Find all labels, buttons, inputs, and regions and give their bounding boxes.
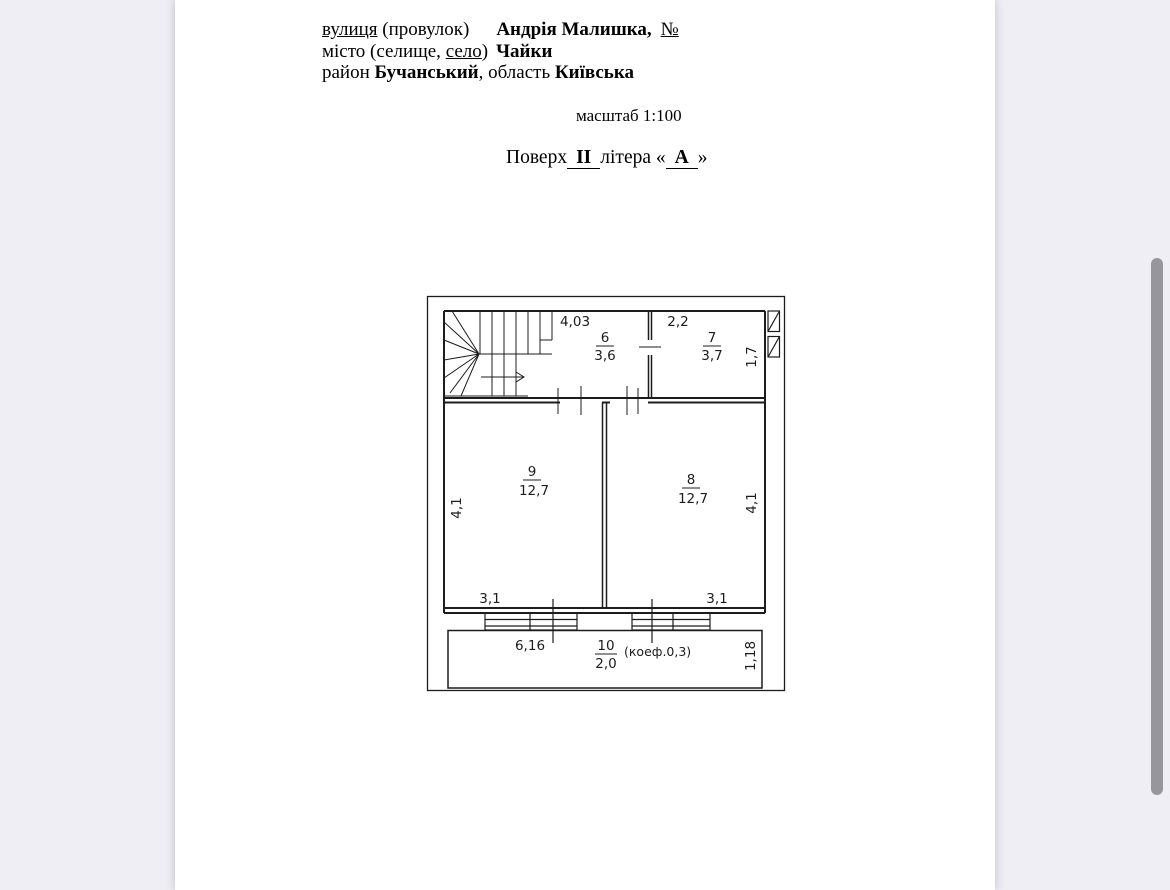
floor-middle: літера « — [600, 147, 666, 168]
floor-letter-line — [506, 147, 707, 169]
room-10-coefficient: (коеф.0,3) — [624, 644, 692, 659]
dim-2-2: 2,2 — [667, 314, 689, 330]
street-comma: , — [646, 19, 652, 40]
room-10-area: 2,0 — [595, 656, 617, 672]
dim-3-1-right: 3,1 — [706, 591, 728, 607]
door-ticks-mid-wall — [558, 386, 638, 415]
room-7-number: 7 — [707, 330, 717, 346]
dim-1-18: 1,18 — [743, 640, 759, 672]
floor-suffix: » — [697, 147, 708, 168]
dim-4-1-left: 4,1 — [449, 497, 465, 519]
city-label: місто (селище, — [322, 40, 446, 62]
floor-plan-drawing — [420, 288, 790, 695]
room-6-area: 3,6 — [594, 348, 616, 364]
stair-winder-rays — [444, 311, 479, 396]
floor-prefix: Поверх — [506, 147, 568, 168]
street-label: вулиця — [322, 19, 378, 40]
partition-9-8 — [603, 403, 607, 609]
room-9-number: 9 — [527, 464, 537, 480]
dim-4-1-right: 4,1 — [744, 492, 760, 514]
room-8-area: 12,7 — [677, 491, 709, 507]
stair-upper-steps — [480, 311, 552, 354]
vent-shaft-1-diagonal — [768, 311, 780, 332]
dim-1-7: 1,7 — [744, 346, 760, 368]
room-7-area: 3,7 — [701, 348, 723, 364]
region-value: Київська — [554, 62, 635, 83]
dim-4-03: 4,03 — [559, 314, 591, 330]
region-label: , область — [478, 62, 555, 83]
room-10-number: 10 — [597, 638, 615, 654]
staircase — [444, 311, 552, 396]
room-6-number: 6 — [600, 330, 610, 346]
floor-value: II — [567, 147, 600, 169]
dim-6-16: 6,16 — [514, 638, 546, 654]
document-page — [175, 0, 995, 890]
window-left — [485, 613, 577, 630]
stair-lower-steps — [492, 354, 516, 396]
district-label: район — [322, 62, 375, 83]
partition-6-7 — [649, 311, 652, 398]
room-9-area: 12,7 — [518, 483, 550, 499]
city-value: Чайки — [496, 40, 553, 62]
scale-text: масштаб 1:100 — [576, 106, 682, 125]
address-line-street — [322, 19, 679, 41]
street-label-rest: (провулок) — [377, 19, 470, 40]
address-block — [322, 19, 679, 84]
stair-direction-arrow — [481, 372, 524, 382]
room-8-number: 8 — [686, 472, 696, 488]
street-number-sign: № — [660, 19, 679, 40]
vent-shaft-2-diagonal — [768, 337, 780, 358]
letter-value: А — [666, 147, 698, 169]
city-paren: ) — [481, 40, 489, 62]
window-right — [632, 613, 710, 630]
vent-shafts — [768, 311, 780, 357]
city-label-selo: село — [445, 40, 482, 62]
district-value: Бучанський — [374, 62, 479, 83]
vertical-scrollbar-thumb[interactable] — [1151, 258, 1163, 795]
address-line-city — [322, 41, 679, 63]
address-line-district — [322, 62, 679, 84]
windows — [485, 599, 710, 643]
dim-3-1-left: 3,1 — [479, 591, 501, 607]
street-value: Андрія Малишка — [496, 19, 647, 40]
